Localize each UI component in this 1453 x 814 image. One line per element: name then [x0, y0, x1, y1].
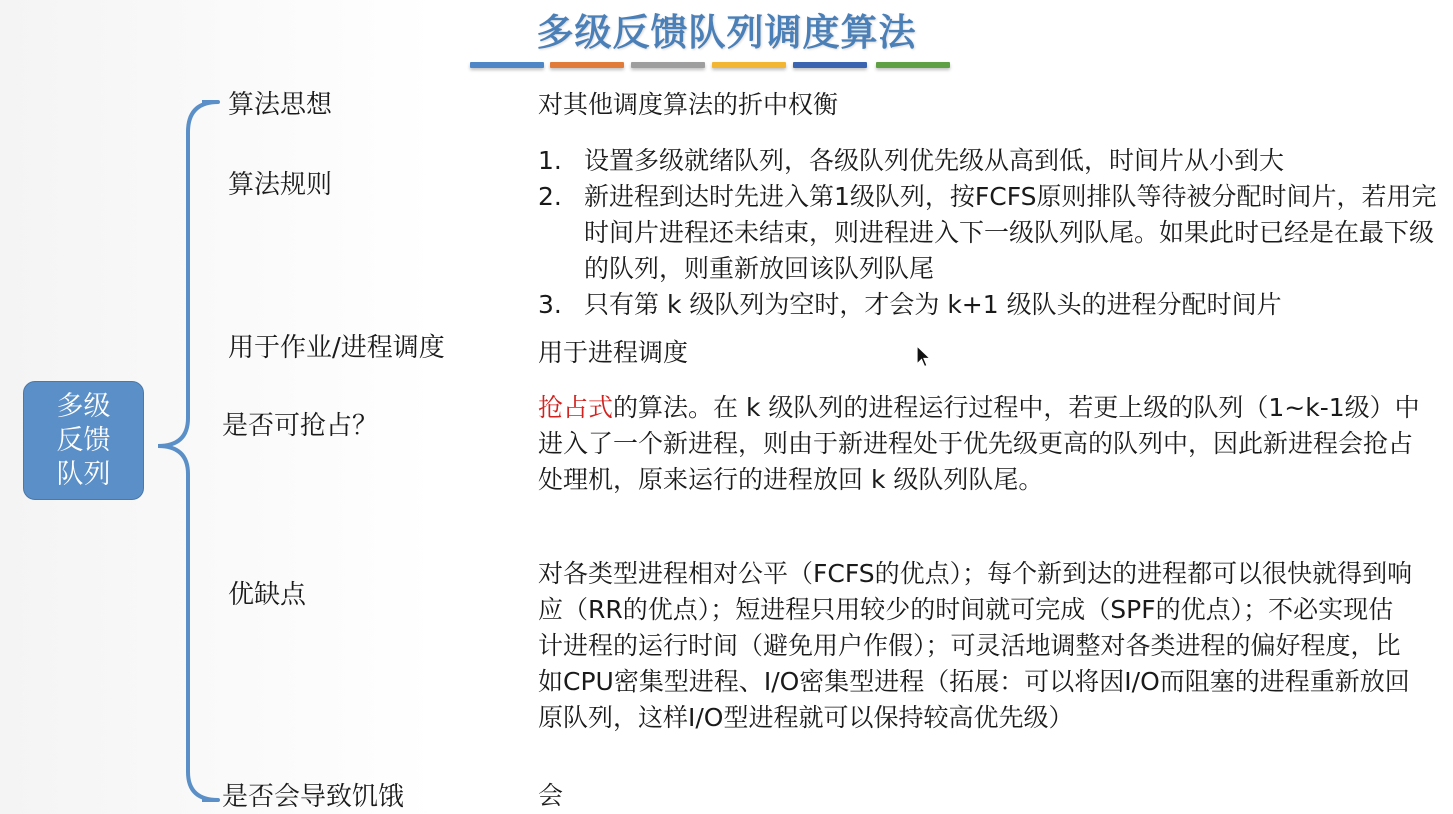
rule-item	[538, 179, 1444, 287]
mouse-pointer-icon	[916, 345, 932, 369]
root-node	[23, 381, 144, 500]
title-underline-yellow	[712, 62, 786, 68]
preemptive-text: 的算法。在 k 级队列的进程运行过程中，若更上级的队列（1~k-1级）中进入了一个新进程，则由于新进程处于优先级更高的队列中，因此新进程会抢占处理机，原来运行的进程放回 k 级队列队尾。	[538, 393, 1420, 494]
title-underline-orange	[550, 62, 624, 68]
title-underline-green	[876, 62, 950, 68]
label-algorithm-rules: 算法规则	[228, 170, 333, 200]
root-node-line-1: 多级	[56, 391, 111, 422]
content-starvation: 会	[538, 781, 564, 810]
slide-title: 多级反馈队列调度算法	[536, 11, 917, 54]
content-preemptive	[538, 390, 1428, 498]
label-preemptive: 是否可抢占？	[222, 411, 379, 441]
label-algorithm-idea: 算法思想	[228, 90, 333, 120]
rule-list	[538, 143, 1453, 323]
label-starvation: 是否会导致饥饿	[222, 782, 405, 812]
label-pros-cons: 优缺点	[228, 580, 307, 610]
rule-number: 1.	[538, 146, 562, 175]
content-pros-cons: 对各类型进程相对公平（FCFS的优点）；每个新到达的进程都可以很快就得到响应（RR的优点）；短进程只用较少的时间就可完成（SPF的优点）；不必实现估计进程的运行时间（避免用户作假）；可灵活地调整对各类进程的偏好程度，比如CPU密集型进程、I/O密集型进程（拓展：可以将因I/O而阻塞的进程重新放回原队列，这样I/O型进程就可以保持较高优先级）	[538, 559, 1413, 732]
title-underline-gray	[631, 62, 705, 68]
title-underline-blue	[470, 62, 544, 68]
content-algorithm-idea: 对其他调度算法的折中权衡	[538, 90, 839, 119]
label-job-or-process: 用于作业/进程调度	[228, 333, 445, 363]
rule-text: 新进程到达时先进入第1级队列，按FCFS原则排队等待被分配时间片，若用完时间片进程还未结束，则进程进入下一级队列队尾。如果此时已经是在最下级的队列，则重新放回该队列队尾	[584, 182, 1437, 283]
rule-item	[538, 287, 1453, 323]
rule-number: 3.	[538, 290, 562, 319]
rule-text: 设置多级就绪队列，各级队列优先级从高到低，时间片从小到大	[584, 146, 1285, 175]
preemptive-highlight: 抢占式	[538, 393, 614, 422]
rule-number: 2.	[538, 182, 562, 211]
rule-text: 只有第 k 级队列为空时，才会为 k+1 级队头的进程分配时间片	[584, 290, 1282, 319]
title-underline-darkblue	[793, 62, 867, 68]
root-node-line-2: 反馈	[56, 425, 111, 456]
root-node-line-3: 队列	[56, 459, 111, 490]
rule-item	[538, 143, 1453, 179]
content-job-or-process: 用于进程调度	[538, 338, 689, 367]
